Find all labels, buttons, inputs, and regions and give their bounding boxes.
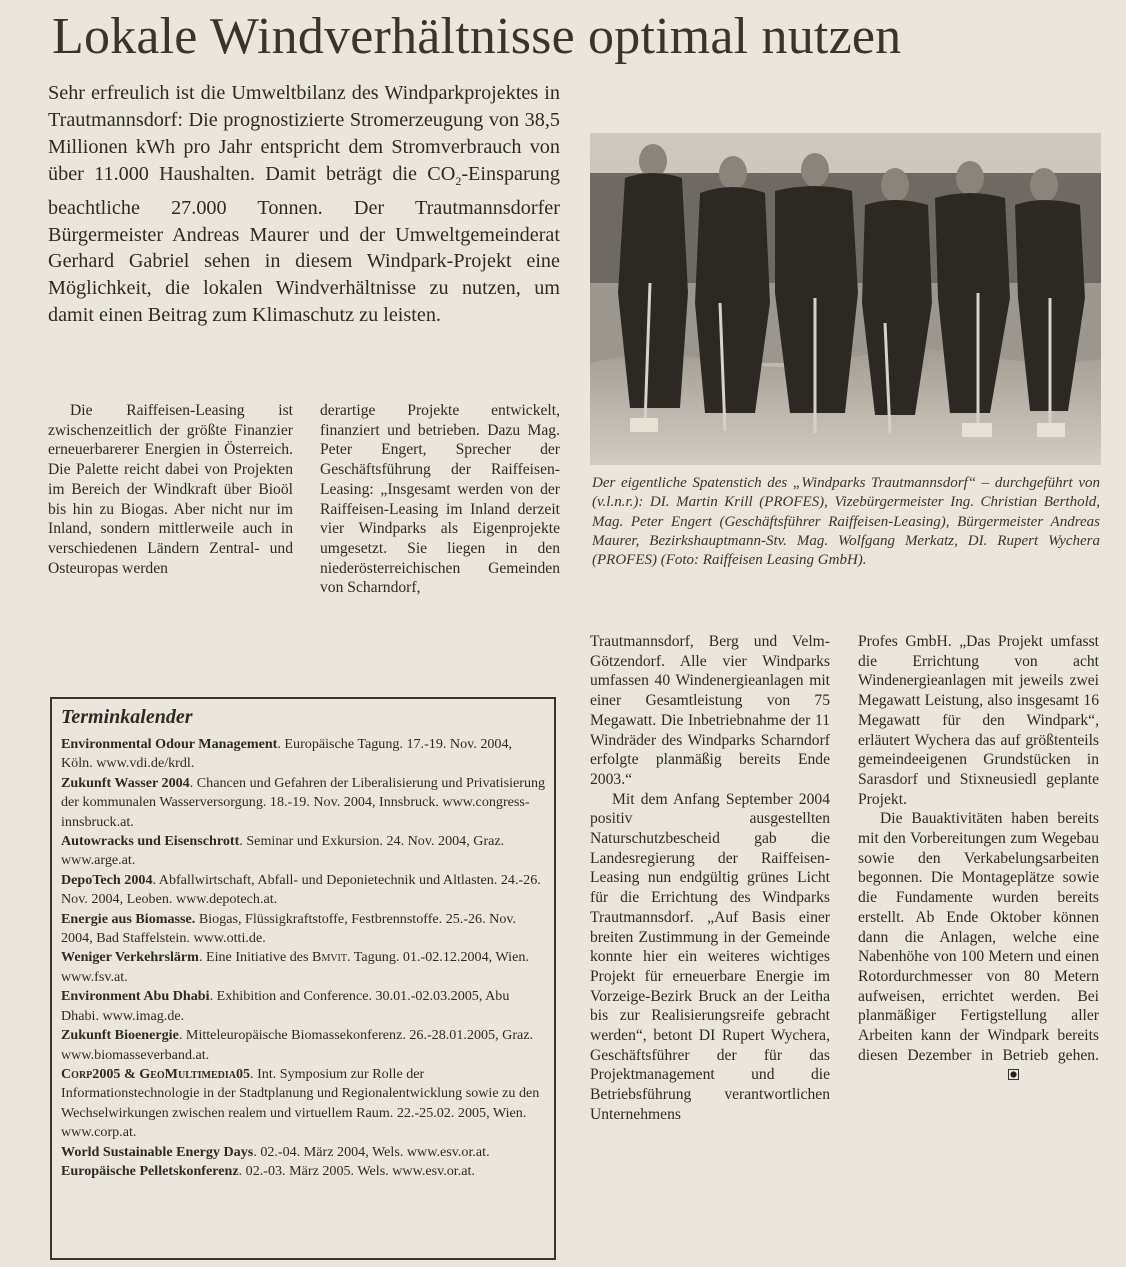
calendar-entry: [61, 1065, 546, 1143]
entry-name: Zukunft Wasser 2004: [61, 774, 190, 791]
entry-text: . Abfallwirtschaft, Abfall- und Deponietechnik und Altlasten. 24.-26. Nov. 2004, Leoben. www.depotech.at.: [61, 871, 541, 908]
entry-name: Autowracks und Eisenschrott: [61, 833, 240, 850]
entry-text: . Int. Symposium zur Rolle der Informationstechnologie in der Stadtplanung und Regionalentwicklung sowie zu den Wechselwirkungen zwischen realem und virtuellem Raum. 22.-25.02. 2005, Wien. www.corp.at.: [61, 1065, 540, 1141]
groundbreaking-photo: [590, 133, 1101, 465]
lead-subscript: 2: [455, 173, 462, 188]
calendar-entry: [61, 832, 546, 871]
entry-text: . Exhibition and Conference. 30.01.-02.03.2005, Abu Dhabi. www.imag.de.: [61, 988, 510, 1024]
entry-text: . 02.-03. März 2005. Wels. www.esv.or.at.: [238, 1162, 475, 1179]
end-of-article-icon: [1008, 1069, 1019, 1080]
entry-text: . Mitteleuropäische Biomassekonferenz. 26.-28.01.2005, Graz. www.biomasseverband.at.: [61, 1027, 534, 1063]
entry-text-after: . Tagung. 01.-02.12.2004, Wien. www.fsv.at.: [61, 949, 529, 985]
entry-name: Weniger Verkehrslärm: [61, 949, 199, 966]
photo-caption: Der eigentliche Spatenstich des „Windparks Trautmannsdorf“ – durchgeführt von (v.l.n.r.): DI. Martin Krill (PROFES), Vizebürgermeister Ing. Christian Berthold, Mag. Peter Engert (Geschäftsführer Raiffeisen-Leasing), Bürgermeister Andreas Maurer, Bezirkshauptmann-Stv. Mag. Wolfgang Merkatz, DI. Rupert Wychera (PROFES) (Foto: Raiffeisen Leasing GmbH).: [592, 475, 1100, 569]
calendar-entry: [61, 1026, 546, 1065]
calendar-entry: [61, 735, 546, 774]
column-2-text: derartige Projekte entwickelt, finanziert und betrieben. Dazu Mag. Peter Engert, Sprecher der Geschäftsführung der Raiffeisen-Leasing: „Insgesamt werden von der Raiffeisen-Leasing im Inland derzeit vier Windparks als Eigenprojekte umgesetzt. Sie liegen in den niederösterreichischen Gemeinden von Scharndorf,: [320, 402, 560, 597]
terminkalender-title: Terminkalender: [61, 706, 193, 728]
entry-name: Environment Abu Dhabi: [61, 988, 210, 1005]
entry-text: . Chancen und Gefahren der Liberalisierung und Privatisierung der kommunalen Wasserversorgung. 18.-19. Nov. 2004, Innsbruck. www.congress-innsbruck.at.: [61, 774, 546, 830]
entry-text: . Europäische Tagung. 17.-19. Nov. 2004, Köln. www.vdi.de/krdl.: [61, 736, 513, 772]
terminkalender-box: [50, 697, 556, 1260]
column-3-paragraph-2: Mit dem Anfang September 2004 positiv ausgestellten Naturschutzbescheid gab die Landesregierung der Raiffeisen-Leasing nun endgültig grünes Licht für die Errichtung des Windparks Trautmannsdorf. „Auf Basis einer breiten Zustimmung in der Gemeinde konnte hier ein weiteres wichtiges Projekt für erneuerbare Energie im Vorzeige-Bezirk Bruck an der Leitha bis zur Realisierungsreife gebracht werden“, betont DI Rupert Wychera, Geschäftsführer der für das Projektmanagement und die Betriebsführung verantwortlichen Unternehmens: [590, 790, 830, 1123]
entry-name: Energie aus Biomasse.: [61, 910, 196, 927]
entry-text: . Seminar und Exkursion. 24. Nov. 2004, Graz. www.arge.at.: [61, 833, 505, 869]
entry-text: . Eine Initiative des: [198, 949, 313, 966]
article-column-4: [858, 632, 1099, 1085]
column-4-paragraph-2: [858, 809, 1099, 1085]
column-4-paragraph-2-text: Die Bauaktivitäten haben bereits mit den Vorbereitungen zum Wegebau sowie den Verkabelungsarbeiten begonnen. Die Montageplätze sowie die Fundamente wurden bereits erstellt. Ab Ende Oktober können dann die Anlagen, welche eine Nabenhöhe von 100 Metern und einen Rotordurchmesser von 80 Metern aufweisen, errichtet werden. Bei planmäßiger Fertigstellung aller Arbeiten kann der Windpark bereits diesen Dezember in Betrieb gehen.: [858, 810, 1099, 1064]
article-column-2: [320, 401, 560, 598]
column-1-text: Die Raiffeisen-Leasing ist zwischenzeitlich der größte Finanzier erneuerbarerer Energien in Österreich. Die Palette reicht dabei von Projekten im Bereich der Windkraft über Bioöl bis hin zu Biogas. Aber nicht nur im Inland, sondern mittlerweile auch in verschiedenen Ländern Zentral- und Osteuropas werden: [48, 402, 293, 577]
entry-name: DepoTech 2004: [61, 871, 153, 888]
calendar-entry: [61, 871, 546, 910]
article-column-3: [590, 632, 830, 1125]
column-3-paragraph-1: Trautmannsdorf, Berg und Velm-Götzendorf. Alle vier Windparks umfassen 40 Windenergieanlagen mit einer Gesamtleistung von 75 Megawatt. Die Inbetriebnahme der 11 Windräder des Windparks Scharndorf erfolgte planmäßig bereits Ende 2003.“: [590, 633, 830, 788]
entry-name: Environmental Odour Management: [61, 736, 278, 752]
calendar-entry: [61, 987, 546, 1026]
photo-illustration-icon: [590, 133, 1101, 465]
calendar-entry: [61, 948, 546, 987]
entry-name: World Sustainable Energy Days: [61, 1143, 254, 1160]
lead-text-2: -Einsparung beachtliche 27.000 Tonnen. Der Trautmannsdorfer Bürgermeister Andreas Maurer und der Umweltgemeinderat Gerhard Gabriel sehen in diesem Windpark-Projekt eine Möglichkeit, die lokalen Windverhältnisse zu nutzen, um damit einen Beitrag zum Klimaschutz zu leisten.: [48, 162, 560, 327]
calendar-entry: [61, 910, 546, 949]
lead-text-1: Sehr erfreulich ist die Umweltbilanz des Windparkprojektes in Trautmannsdorf: Die prognostizierte Stromerzeugung von 38,5 Millionen kWh pro Jahr entspricht dem Stromverbrauch von über 11.000 Haushalten. Damit beträgt die CO: [48, 82, 560, 185]
calendar-entry: [61, 1143, 546, 1162]
calendar-entry: [61, 774, 546, 832]
entry-name: Zukunft Bioenergie: [61, 1027, 179, 1044]
column-4-paragraph-1: Profes GmbH. „Das Projekt umfasst die Errichtung von acht Windenergieanlagen mit jeweils zwei Megawatt Leistung, also insgesamt 16 Megawatt für den Windpark“, erläutert Wychera das auf größtenteils gemeindeeigenen Grundstücken in Sarasdorf und Stixneusiedl geplante Projekt.: [858, 633, 1099, 808]
entry-name: Corp2005 & GeoMultimedia05: [61, 1065, 251, 1082]
entry-text: Biogas, Flüssigkraftstoffe, Festbrennstoffe. 25.-26. Nov. 2004, Bad Staffelstein. www.otti.de.: [61, 910, 517, 947]
headline: Lokale Windverhältnisse optimal nutzen: [52, 8, 902, 65]
entry-text: . 02.-04. März 2004, Wels. www.esv.or.at.: [253, 1143, 490, 1160]
lead-paragraph: [48, 80, 560, 329]
entry-name: Europäische Pelletskonferenz: [61, 1162, 239, 1179]
calendar-entry: [61, 1162, 546, 1181]
entry-smallcaps: Bmvit: [312, 949, 347, 966]
article-column-1: [48, 401, 293, 578]
